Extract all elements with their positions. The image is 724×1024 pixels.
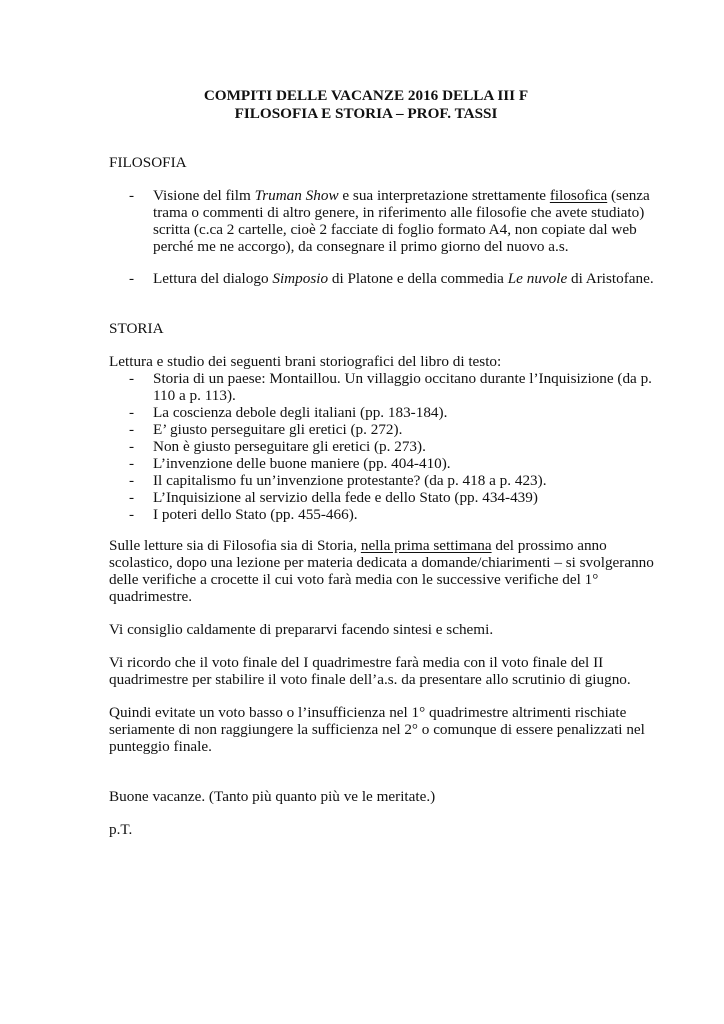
list-item	[109, 187, 669, 255]
paragraph-avvertimento: Quindi evitate un voto basso o l’insufficienza nel 1° quadrimestre altrimenti rischiate seriamente di non raggiungere la sufficienza nel 2° o comunque di essere penalizzati nel punteggio finale.	[109, 704, 645, 755]
list-item: - E’ giusto perseguitare gli eretici (p. 272).	[129, 421, 403, 438]
list-item: - La coscienza debole degli italiani (pp. 183-184).	[129, 404, 448, 421]
list-item: - I poteri dello Stato (pp. 455-466).	[129, 506, 358, 523]
closing-line: Buone vacanze. (Tanto più quanto più ve le meritate.)	[109, 788, 436, 805]
filosofia-list-2	[109, 270, 669, 287]
item-text: L’Inquisizione al servizio della fede e dello Stato (pp. 434-439)	[153, 489, 538, 506]
item-text: di Platone e della commedia	[328, 270, 508, 287]
list-dash: -	[129, 270, 135, 287]
list-item: - Non è giusto perseguitare gli eretici (p. 273).	[129, 438, 426, 455]
item-text: I poteri dello Stato (pp. 455-466).	[153, 506, 358, 523]
storia-list	[109, 370, 669, 523]
filosofia-list	[109, 187, 669, 255]
item-text: L’invenzione delle buone maniere (pp. 404-410).	[153, 455, 451, 472]
list-item	[109, 270, 669, 287]
list-item: - L’Inquisizione al servizio della fede e dello Stato (pp. 434-439)	[129, 489, 538, 506]
title-line-2: FILOSOFIA E STORIA – PROF. TASSI	[234, 105, 498, 122]
section-heading-filosofia: FILOSOFIA	[109, 154, 187, 171]
item-text: La coscienza debole degli italiani (pp. 183-184).	[153, 404, 448, 421]
title-line-1: COMPITI DELLE VACANZE 2016 DELLA III F	[203, 87, 529, 104]
paragraph-consiglio: Vi consiglio caldamente di prepararvi facendo sintesi e schemi.	[109, 621, 494, 638]
list-item: - Il capitalismo fu un’invenzione protestante? (da p. 418 a p. 423).	[129, 472, 547, 489]
film-title: Truman Show	[254, 187, 339, 204]
storia-intro: Lettura e studio dei seguenti brani storiografici del libro di testo:	[109, 353, 502, 370]
item-text: e sua interpretazione strettamente	[338, 187, 550, 204]
signature: p.T.	[109, 821, 133, 838]
item-text: di Aristofane.	[567, 270, 654, 287]
section-heading-storia: STORIA	[109, 320, 164, 337]
item-text: Lettura del dialogo	[153, 270, 273, 287]
item-text: Storia di un paese: Montaillou. Un villaggio occitano durante l’Inquisizione (da p. 110 a p. 113).	[153, 370, 652, 404]
paragraph-voto-finale: Vi ricordo che il voto finale del I quadrimestre farà media con il voto finale del II quadrimestre per stabilire il voto finale dell’a.s. da presentare allo scrutinio di giugno.	[109, 654, 631, 688]
item-text: E’ giusto perseguitare gli eretici (p. 272).	[153, 421, 403, 438]
document-title	[0, 87, 724, 123]
work-title: Le nuvole	[507, 270, 568, 287]
underlined-word: filosofica	[549, 187, 608, 204]
item-text: (senza trama o commenti di altro genere, in riferimento alle filosofie che avete studiato) scritta (c.ca 2 cartelle, cioè 2 facciate di foglio formato A4, non copiate dal web perché me ne accorgo), da consegnare il primo giorno del nuovo a.s.	[153, 187, 650, 255]
item-text: Non è giusto perseguitare gli eretici (p. 273).	[153, 438, 426, 455]
item-text: Visione del film	[153, 187, 255, 204]
underlined-phrase: nella prima settimana	[360, 537, 492, 554]
list-item: - L’invenzione delle buone maniere (pp. 404-410).	[129, 455, 451, 472]
list-dash: -	[129, 187, 135, 204]
item-text: Il capitalismo fu un’invenzione protestante? (da p. 418 a p. 423).	[153, 472, 547, 489]
list-item: - Storia di un paese: Montaillou. Un villaggio occitano durante l’Inquisizione (da p. 110 a p. 113).	[129, 370, 652, 404]
work-title: Simposio	[272, 270, 329, 287]
paragraph-verifiche: Sulle letture sia di Filosofia sia di Storia, nella prima settimana del prossimo anno scolastico, dopo una lezione per materia dedicata a domande/chiarimenti – si svolgeranno delle verifiche a crocette il cui voto farà media con le successive verifiche del 1° quadrimestre.	[109, 537, 654, 605]
